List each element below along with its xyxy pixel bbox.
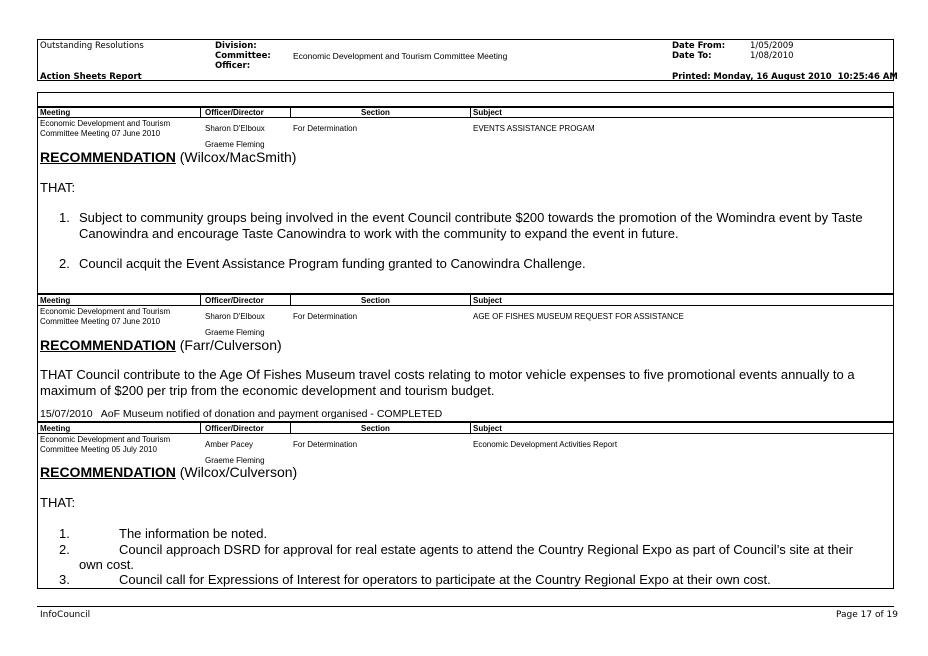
col-officer: Officer/Director: [205, 108, 264, 117]
col-meeting: Meeting: [40, 296, 71, 305]
officer-secondary: Graeme Fleming: [205, 456, 265, 465]
col-section: Section: [361, 108, 390, 117]
row-separator: [37, 106, 894, 108]
column-divider: [290, 106, 291, 118]
column-divider: [200, 294, 201, 306]
meeting-cell: [40, 119, 170, 139]
subject-cell: Economic Development Activities Report: [473, 440, 618, 449]
recommendation-heading: [40, 337, 282, 353]
col-section: Section: [361, 296, 390, 305]
point-text: Council acquit the Event Assistance Program funding granted to Canowindra Challenge.: [79, 256, 586, 271]
point-number: 1.: [59, 526, 70, 541]
section-cell: For Determination: [293, 312, 358, 321]
col-subject: Subject: [473, 296, 502, 305]
recommendation-movers: (Farr/Culverson): [179, 337, 282, 353]
column-divider: [470, 106, 471, 118]
officer-primary: Amber Pacey: [205, 440, 254, 449]
note-text: AoF Museum notified of donation and payment organised - COMPLETED: [100, 408, 443, 420]
point-text-continued: own cost.: [79, 557, 134, 572]
subject-cell: EVENTS ASSISTANCE PROGAM: [473, 124, 595, 133]
point-text: The information be noted.: [119, 526, 268, 541]
recommendation-movers: (Wilcox/MacSmith): [179, 149, 297, 165]
point-line: Subject to community groups being involved in the event Council contribute $200 towards the promotion of the Womindra event by Taste: [79, 210, 863, 225]
resolution-line: maximum of $200 per trip from the economic development and tourism budget.: [40, 383, 495, 398]
officer-secondary: Graeme Fleming: [205, 140, 265, 149]
header-underline: [37, 305, 894, 306]
recommendation-heading: [40, 464, 297, 480]
printed-value: Monday, 16 August 2010 10:25:46 AM: [713, 72, 898, 82]
column-divider: [200, 106, 201, 118]
point-number: 3.: [59, 572, 70, 587]
col-section: Section: [361, 424, 390, 433]
meeting-cell: [40, 435, 170, 455]
header-underline: [37, 117, 894, 118]
meeting-line: Committee Meeting 05 July 2010: [40, 445, 157, 454]
row-separator: [37, 293, 894, 295]
committee-value: Economic Development and Tourism Committee Meeting: [293, 51, 508, 61]
column-divider: [290, 422, 291, 434]
report-name: Outstanding Resolutions: [40, 41, 144, 51]
date-to-value: 1/08/2010: [750, 51, 794, 61]
col-meeting: Meeting: [40, 424, 71, 433]
report-type: Action Sheets Report: [40, 72, 142, 82]
meeting-line: Economic Development and Tourism: [40, 119, 171, 128]
point-number: 1.: [59, 210, 70, 225]
date-from-value: 1/05/2009: [750, 41, 794, 51]
footer-rule: [37, 606, 894, 607]
officer-secondary: Graeme Fleming: [205, 328, 265, 337]
column-divider: [470, 422, 471, 434]
header-underline: [37, 433, 894, 434]
col-subject: Subject: [473, 424, 502, 433]
meeting-line: Economic Development and Tourism: [40, 435, 171, 444]
point-number: 2.: [59, 542, 70, 557]
date-from-label: Date From:: [672, 41, 726, 51]
point-number: 2.: [59, 256, 70, 271]
point-text: Council approach DSRD for approval for real estate agents to attend the Country Regional Expo as part of Council’s site at their: [119, 542, 853, 557]
recommendation-label: RECOMMENDATION: [40, 337, 176, 353]
recommendation-heading: [40, 149, 296, 165]
meeting-line: Committee Meeting 07 June 2010: [40, 317, 161, 326]
resolution-text: [40, 367, 892, 399]
meeting-line: Committee Meeting 07 June 2010: [40, 129, 161, 138]
printed-stamp: [672, 72, 898, 82]
col-meeting: Meeting: [40, 108, 71, 117]
section-cell: For Determination: [293, 124, 358, 133]
printed-label: Printed:: [672, 72, 711, 82]
point-text: [79, 210, 891, 242]
footer-page-number: Page 17 of 19: [836, 610, 898, 620]
column-divider: [290, 294, 291, 306]
that-label: THAT:: [40, 180, 76, 195]
column-divider: [470, 294, 471, 306]
point-text: Council call for Expressions of Interest for operators to participate at the Country Regional Expo at their own cost.: [119, 572, 771, 587]
col-officer: Officer/Director: [205, 296, 264, 305]
note-date: 15/07/2010: [40, 408, 93, 420]
officer-primary: Sharon D'Elboux: [205, 124, 265, 133]
subject-cell: AGE OF FISHES MUSEUM REQUEST FOR ASSISTANCE: [473, 312, 684, 321]
officer-label: Officer:: [215, 61, 251, 71]
recommendation-movers: (Wilcox/Culverson): [179, 464, 298, 480]
footer-app-name: InfoCouncil: [40, 610, 91, 620]
officer-primary: Sharon D'Elboux: [205, 312, 265, 321]
action-note: [40, 408, 442, 420]
that-label: THAT:: [40, 495, 76, 510]
col-subject: Subject: [473, 108, 502, 117]
meeting-line: Economic Development and Tourism: [40, 307, 171, 316]
date-to-label: Date To:: [672, 51, 712, 61]
division-label: Division:: [215, 41, 257, 51]
section-cell: For Determination: [293, 440, 358, 449]
committee-label: Committee:: [215, 51, 271, 61]
recommendation-label: RECOMMENDATION: [40, 149, 176, 165]
resolution-line: THAT Council contribute to the Age Of Fishes Museum travel costs relating to motor vehicle expenses to five promotional events annually to a: [40, 367, 855, 382]
column-divider: [200, 422, 201, 434]
meeting-cell: [40, 307, 170, 327]
recommendation-label: RECOMMENDATION: [40, 464, 176, 480]
col-officer: Officer/Director: [205, 424, 264, 433]
row-separator: [37, 421, 894, 423]
point-line: Canowindra and encourage Taste Canowindra to work with the community to expand the event in future.: [79, 226, 679, 241]
